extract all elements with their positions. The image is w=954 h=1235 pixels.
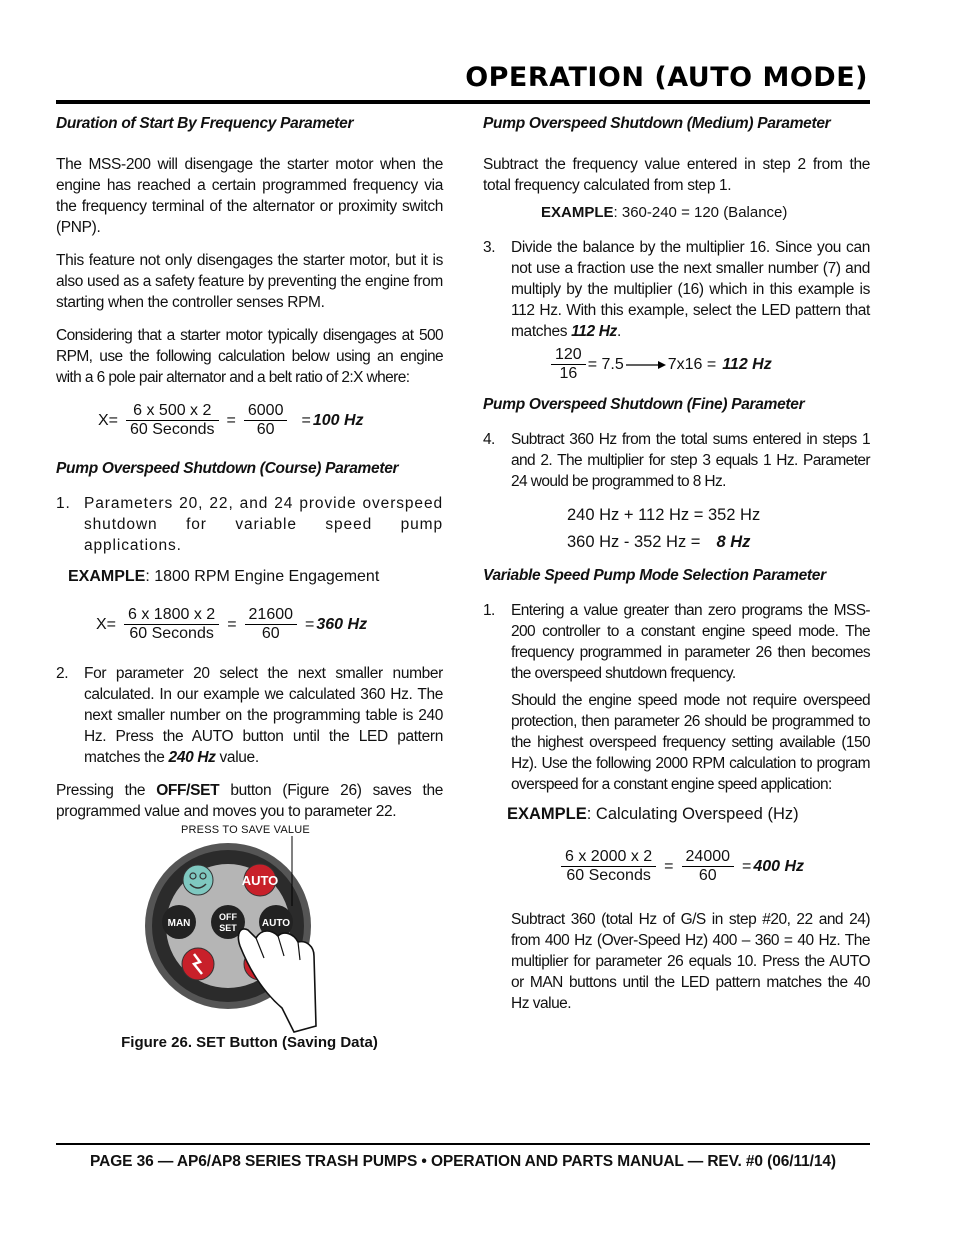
calc-result: 8 Hz (716, 533, 751, 551)
calc-text: 360 Hz - 352 Hz = (567, 533, 701, 551)
figure-caption: Figure 26. SET Button (Saving Data) (121, 1034, 378, 1051)
denominator: 60 (698, 867, 717, 884)
list-item (483, 600, 870, 795)
section-heading-medium: Pump Overspeed Shutdown (Medium) Parameter (483, 115, 831, 132)
equals-sign: = (742, 857, 752, 875)
equation-112hz (551, 346, 870, 383)
off-label: OFF (219, 912, 237, 922)
equals-sign: = (226, 411, 236, 429)
set-label: SET (219, 923, 237, 933)
list-text: Parameters 20, 22, and 24 provide overspeed shutdown for variable speed pump applications. (84, 495, 443, 554)
denominator: 60 Seconds (129, 625, 214, 642)
calculation-lines (567, 502, 870, 556)
fraction (126, 402, 219, 439)
example-text: : 1800 RPM Engine Engagement (145, 568, 380, 585)
auto-button-label: AUTO (241, 873, 279, 888)
paragraph: Subtract 360 (total Hz of G/S in step #20, 22 and 24) from 400 Hz (Over-Speed Hz) 400 – 360 = 40 Hz. The multiplier for parameter 26 equals 10. Press the AUTO or MAN buttons until the LED pattern matches the 40 Hz value. (511, 911, 870, 1012)
text: button (Figure 26) saves the programmed value and moves you to parameter 22. (56, 782, 443, 820)
equation-400hz (561, 848, 870, 885)
list-number: 2. (56, 665, 69, 682)
example-line (541, 204, 870, 221)
page-footer: PAGE 36 — AP6/AP8 SERIES TRASH PUMPS • OPERATION AND PARTS MANUAL — REV. #0 (06/11/14) (90, 1153, 836, 1170)
calc-line (567, 529, 870, 556)
denominator: 60 Seconds (566, 867, 651, 884)
numerator: 21600 (245, 606, 298, 625)
list-subparagraph: Should the engine speed mode not require overspeed protection, then parameter 26 should be programmed to the highest overspeed frequency setting available (150 Hz). Use the following 2000 RPM calculation to program overspeed for a constant engine speed application: (511, 692, 870, 793)
fraction (551, 346, 586, 383)
fraction (124, 606, 219, 643)
left-column (56, 110, 443, 1054)
fraction (245, 606, 298, 643)
fraction (682, 848, 735, 885)
fault-button-left[interactable] (182, 948, 214, 980)
paragraph: This feature not only disengages the starter motor, but it is also used as a safety feature by preventing the engine from starting when the controller senses RPM. (56, 252, 443, 311)
denominator: 16 (559, 365, 578, 382)
list-item (56, 663, 443, 768)
fraction (244, 402, 288, 439)
numerator: 6 x 500 x 2 (126, 402, 219, 421)
paragraph: Considering that a starter motor typically disengages at 500 RPM, use the following calculation below using an engine with a 6 pole pair alternator and a belt ratio of 2:X where: (56, 327, 443, 386)
denominator: 60 (261, 625, 280, 642)
list-text: Entering a value greater than zero programs the MSS-200 controller to a constant engine speed mode. The frequency programmed in parameter 26 then becomes the overspeed shutdown frequency. (511, 602, 870, 682)
list-text: value. (215, 749, 259, 766)
list-text: . (616, 323, 621, 340)
arrow-right-icon (626, 360, 666, 370)
list-item (483, 237, 870, 342)
eq-lhs: X= (96, 615, 117, 633)
eq-intermediate: = 7.5 (587, 355, 624, 373)
paragraph: The MSS-200 will disengage the starter motor when the engine has reached a certain programmed frequency via the frequency terminal of the alternator or proximity switch (PNP). (56, 156, 443, 236)
fraction (561, 848, 656, 885)
header-rule (56, 100, 870, 104)
equation-360hz (96, 606, 443, 643)
example-text: : 360-240 = 120 (Balance) (613, 204, 788, 221)
eq-result: 112 Hz (722, 355, 772, 373)
calc-line: 240 Hz + 112 Hz = 352 Hz (567, 506, 761, 524)
example-label: EXAMPLE (507, 805, 587, 823)
text: Pressing the (56, 782, 157, 799)
paragraph (56, 780, 443, 822)
list-number: 3. (483, 239, 496, 256)
list-item (56, 493, 443, 556)
numerator: 6 x 2000 x 2 (561, 848, 656, 867)
list-text: Subtract 360 Hz from the total sums entered in steps 1 and 2. The multiplier for step 3 equals 1 Hz. Parameter 24 would be programmed to 8 Hz. (511, 431, 870, 490)
controller-panel-illustration (144, 836, 414, 1051)
section-heading-course: Pump Overspeed Shutdown (Course) Parameter (56, 460, 399, 477)
equation-100hz (98, 402, 443, 439)
list-text: For parameter 20 select the next smaller number calculated. In our example we calculated 360 Hz. The next smaller number on the programming table is 240 Hz. Press the AUTO button until the LED pattern matches the (84, 665, 443, 766)
eq-result: 360 Hz (316, 615, 368, 633)
eq-lhs: X= (98, 411, 119, 429)
smile-button-icon[interactable] (183, 865, 213, 895)
man-button-label: MAN (167, 918, 191, 929)
list-text-emphasis: 112 Hz (571, 323, 617, 340)
numerator: 6 x 1800 x 2 (124, 606, 219, 625)
list-number: 1. (56, 495, 71, 512)
footer-rule (56, 1143, 870, 1145)
list-item (483, 429, 870, 492)
list-text-emphasis: 240 Hz (168, 749, 216, 766)
eq-result: 400 Hz (753, 857, 805, 875)
section-heading-fine: Pump Overspeed Shutdown (Fine) Parameter (483, 396, 805, 413)
section-heading-variable-speed: Variable Speed Pump Mode Selection Parameter (483, 567, 826, 584)
list-number: 4. (483, 431, 495, 448)
eq-result: 100 Hz (312, 411, 364, 429)
list-number: 1. (483, 602, 495, 619)
example-label: EXAMPLE (68, 568, 146, 585)
denominator: 60 Seconds (130, 421, 215, 438)
numerator: 6000 (244, 402, 288, 421)
right-column (483, 110, 870, 1026)
figure-set-button (56, 824, 443, 1054)
example-label: EXAMPLE (541, 204, 614, 221)
example-line (68, 568, 443, 586)
equals-sign: = (227, 615, 237, 633)
figure-callout: PRESS TO SAVE VALUE (181, 824, 310, 836)
numerator: 120 (551, 346, 586, 365)
section-heading-start-frequency: Duration of Start By Frequency Parameter (56, 115, 354, 132)
numerator: 24000 (682, 848, 735, 867)
equals-sign: = (664, 857, 674, 875)
denominator: 60 (256, 421, 275, 438)
auto-mode-label: AUTO (261, 918, 291, 929)
page-title: OPERATION (AUTO MODE) (465, 62, 868, 93)
paragraph: Subtract the frequency value entered in step 2 from the total frequency calculated from step 1. (483, 156, 870, 194)
equals-sign: = (305, 615, 315, 633)
list-text: Divide the balance by the multiplier 16. Since you can not use a fraction use the next smaller number (7) and multiply by the multiplier (16) which in this example is 112 Hz. With this example, select the LED pattern that matches (511, 239, 870, 340)
example-line (507, 805, 870, 824)
equals-sign: = (301, 411, 311, 429)
eq-multiplication: 7x16 = (667, 355, 717, 373)
text-emphasis: OFF/SET (156, 782, 220, 799)
example-text: : Calculating Overspeed (Hz) (586, 805, 799, 823)
